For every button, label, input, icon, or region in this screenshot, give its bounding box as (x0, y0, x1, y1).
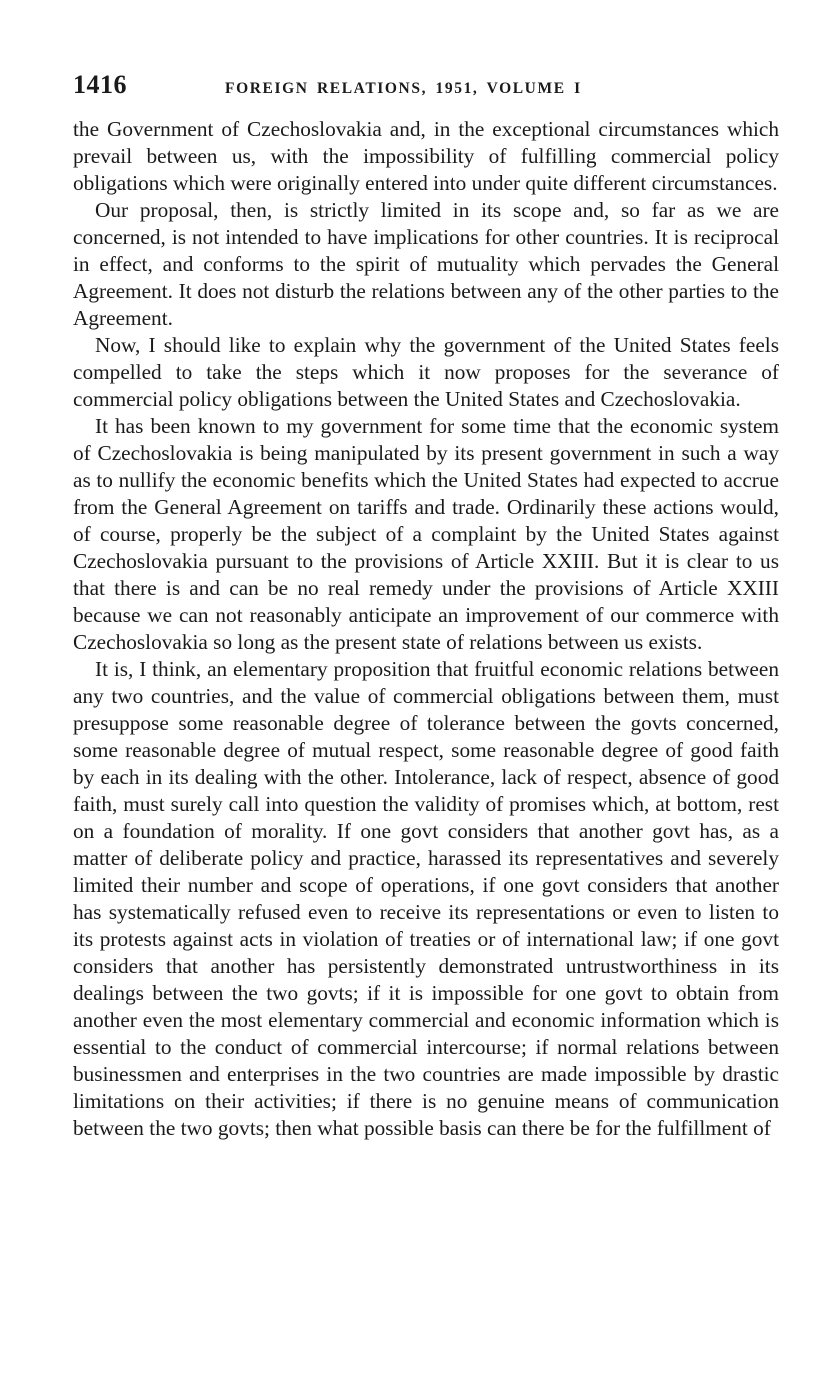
paragraph: It is, I think, an elementary proposition that fruitful economic relations between any two countries, and the value of commercial obligations between them, must presuppose some reasonable degree of tolerance between the govts concerned, some reasonable degree of mutual respect, some reasonable degree of good faith by each in its dealing with the other. Intolerance, lack of respect, absence of good faith, must surely call into question the validity of promises which, at bottom, rest on a foundation of morality. If one govt considers that another govt has, as a matter of deliberate policy and practice, harassed its representatives and severely limited their number and scope of operations, if one govt considers that another has systematically refused even to receive its representations or even to listen to its protests against acts in violation of treaties or of international law; if one govt considers that another has persistently demonstrated untrustworthiness in its dealings between the two govts; if it is impossible for one govt to obtain from another even the most elementary commercial and economic information which is essential to the conduct of commercial intercourse; if normal relations between businessmen and enterprises in the two countries are made impossible by drastic limitations on their activities; if there is no genuine means of communication between the two govts; then what possible basis can there be for the fulfillment of (73, 657, 779, 1140)
paragraph: It has been known to my government for some time that the economic system of Czechoslovakia is being manipulated by its present government in such a way as to nullify the economic benefits which the United States had expected to accrue from the General Agreement on tariffs and trade. Ordinarily these actions would, of course, properly be the subject of a complaint by the United States against Czechoslovakia pursuant to the provisions of Article XXIII. But it is clear to us that there is and can be no real remedy under the provisions of Article XXIII because we can not reasonably anticipate an improvement of our commerce with Czechoslovakia so long as the present state of relations between us exists. (73, 414, 779, 654)
running-title: FOREIGN RELATIONS, 1951, VOLUME I (225, 80, 582, 97)
paragraph: Now, I should like to explain why the government of the United States feels compelled to take the steps which it now proposes for the severance of commercial policy obligations between the United States and Czechoslovakia. (73, 333, 779, 411)
document-page (73, 70, 779, 1142)
running-header (73, 70, 779, 104)
paragraph-continued: the Government of Czechoslovakia and, in the exceptional circumstances which prevail between us, with the impossibility of fulfilling commercial policy obligations which were originally entered into under quite different circumstances. (73, 117, 779, 195)
page-number: 1416 (73, 70, 127, 99)
body-text (73, 116, 779, 1142)
paragraph: Our proposal, then, is strictly limited in its scope and, so far as we are concerned, is not intended to have implications for other countries. It is reciprocal in effect, and conforms to the spirit of mutuality which pervades the General Agreement. It does not disturb the relations between any of the other parties to the Agreement. (73, 198, 779, 330)
